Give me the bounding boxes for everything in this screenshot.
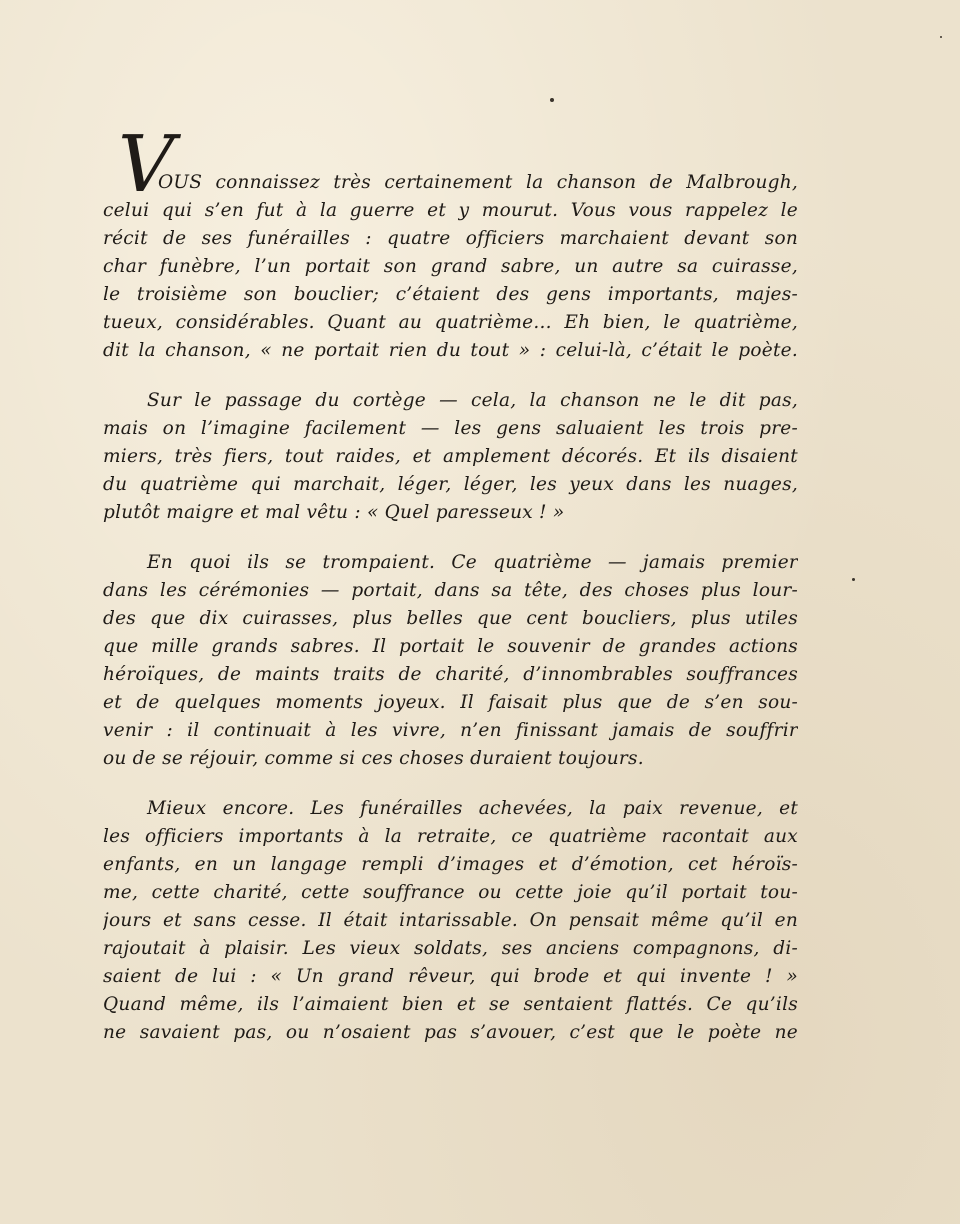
text-line: plutôt maigre et mal vêtu : « Quel paresseux ! »	[103, 502, 565, 523]
text-line: récit de ses funérailles : quatre officiers marchaient devant son	[103, 228, 798, 249]
text-line: venir : il continuait à les vivre, n’en finissant jamais de souffrir	[103, 720, 798, 741]
text-line: dans les cérémonies — portait, dans sa tête, des choses plus lour-	[103, 580, 798, 601]
text-line: me, cette charité, cette souffrance ou cette joie qu’il portait tou-	[103, 882, 798, 903]
text-line: saient de lui : « Un grand rêveur, qui brode et qui invente ! »	[103, 966, 798, 987]
text-line: OUS connaissez très certainement la chanson de Malbrough,	[158, 172, 798, 193]
text-line: et de quelques moments joyeux. Il faisait plus que de s’en sou-	[103, 692, 798, 713]
text-line: des que dix cuirasses, plus belles que cent boucliers, plus utiles	[103, 608, 798, 629]
text-line: rajoutait à plaisir. Les vieux soldats, ses anciens compagnons, di-	[103, 938, 798, 959]
text-line: du quatrième qui marchait, léger, léger, les yeux dans les nuages,	[103, 474, 798, 495]
text-line: celui qui s’en fut à la guerre et y mourut. Vous vous rappelez le	[103, 200, 798, 221]
text-line: ou de se réjouir, comme si ces choses duraient toujours.	[103, 748, 644, 769]
article-body	[103, 120, 798, 1047]
text-line: ne savaient pas, ou n’osaient pas s’avouer, c’est que le poète ne	[103, 1022, 798, 1043]
text-line: tueux, considérables. Quant au quatrième... Eh bien, le quatrième,	[103, 312, 798, 333]
text-line: Mieux encore. Les funérailles achevées, la paix revenue, et	[147, 798, 798, 819]
text-line: Sur le passage du cortège — cela, la chanson ne le dit pas,	[147, 390, 798, 411]
text-line: mais on l’imagine facilement — les gens saluaient les trois pre-	[103, 418, 798, 439]
text-line: Quand même, ils l’aimaient bien et se sentaient flattés. Ce qu’ils	[103, 994, 798, 1015]
paragraph-3	[103, 549, 798, 773]
drop-cap: V	[107, 120, 184, 210]
text-line: En quoi ils se trompaient. Ce quatrième — jamais premier	[147, 552, 798, 573]
paper-speck	[852, 578, 855, 581]
text-line: miers, très fiers, tout raides, et amplement décorés. Et ils disaient	[103, 446, 798, 467]
paragraph-1	[103, 169, 798, 365]
text-line: héroïques, de maints traits de charité, d’innombrables souffrances	[103, 664, 798, 685]
text-line: que mille grands sabres. Il portait le souvenir de grandes actions	[103, 636, 798, 657]
paper-speck	[550, 98, 554, 102]
paragraph-4	[103, 795, 798, 1047]
text-line: char funèbre, l’un portait son grand sabre, un autre sa cuirasse,	[103, 256, 798, 277]
text-line: le troisième son bouclier; c’étaient des gens importants, majes-	[103, 284, 798, 305]
text-line: enfants, en un langage rempli d’images et d’émotion, cet héroïs-	[103, 854, 798, 875]
text-line: dit la chanson, « ne portait rien du tout » : celui-là, c’était le poète.	[103, 340, 798, 361]
paragraph-2	[103, 387, 798, 527]
text-line: jours et sans cesse. Il était intarissable. On pensait même qu’il en	[103, 910, 798, 931]
text-line: les officiers importants à la retraite, ce quatrième racontait aux	[103, 826, 798, 847]
paper-speck	[940, 36, 942, 38]
